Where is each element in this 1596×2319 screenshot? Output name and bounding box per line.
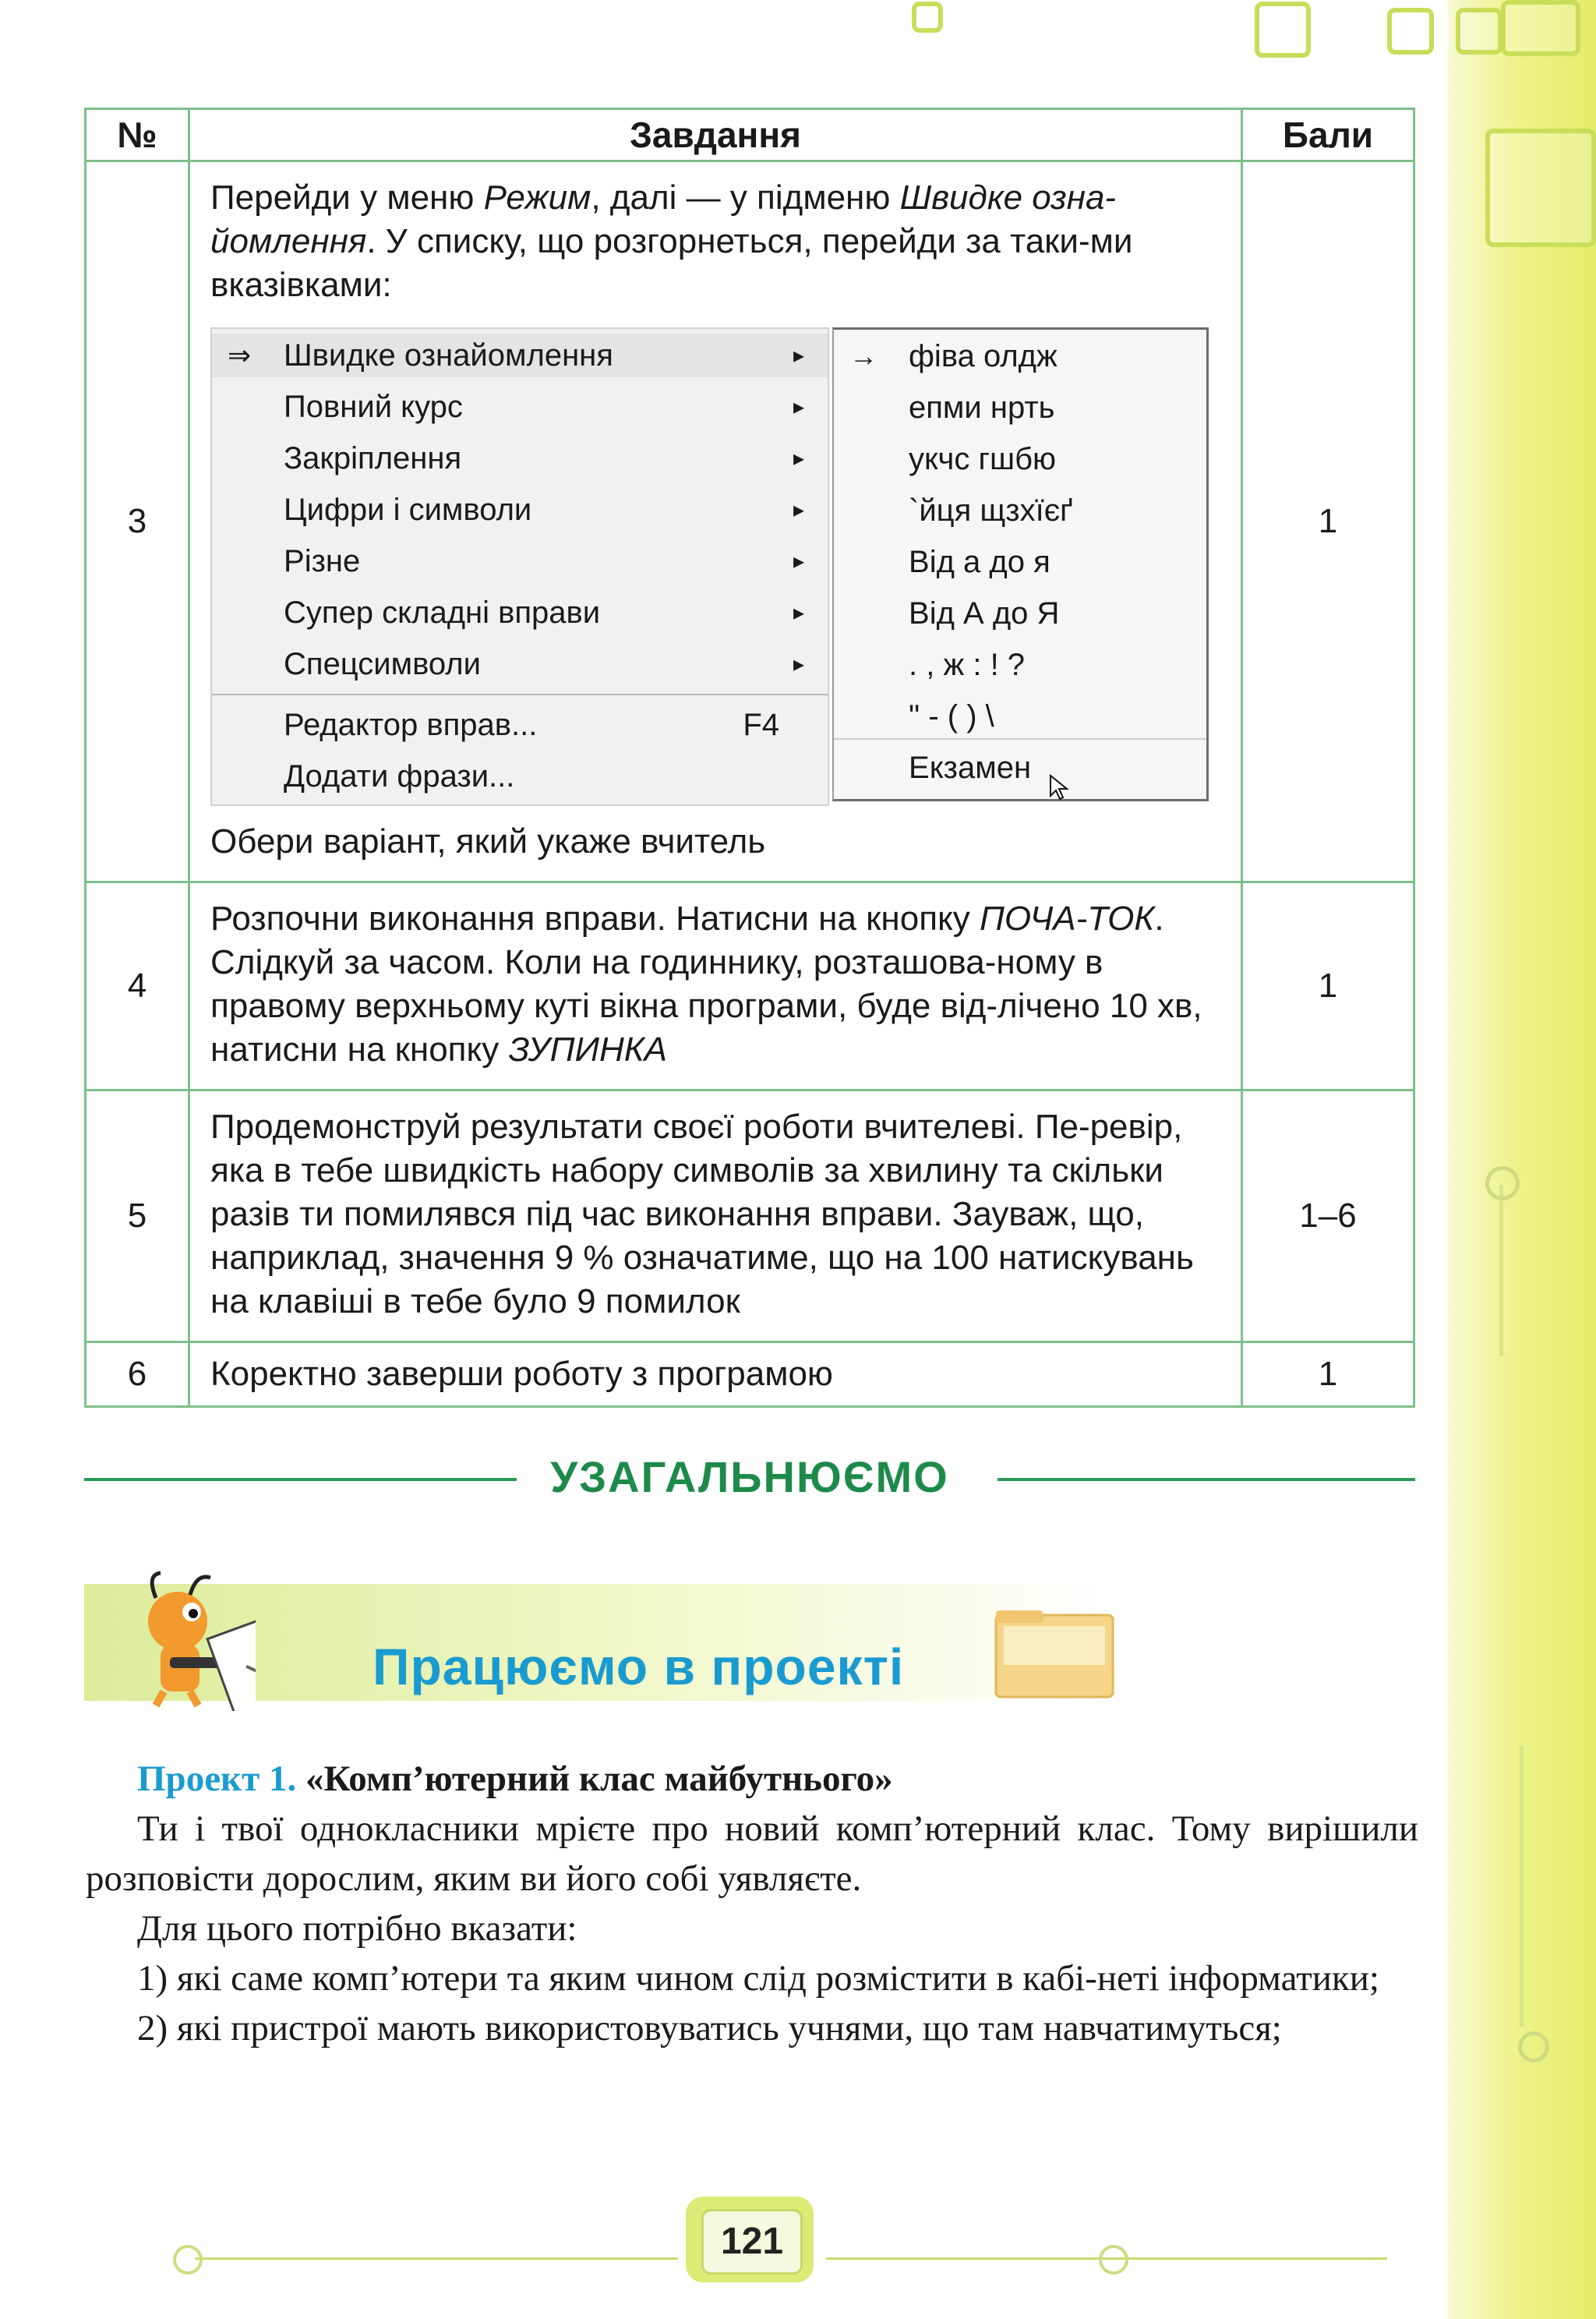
- decor-square: [1485, 129, 1596, 247]
- page-number-badge: [686, 2197, 814, 2282]
- menu-item: ⇒ Швидке ознайомлення ▸: [212, 334, 828, 377]
- menu-item: Супер складні вправи ▸: [212, 591, 828, 635]
- menu-item: Додати фрази...: [284, 759, 515, 794]
- submenu-item: епми нрть: [909, 391, 1055, 425]
- decor-square: [1501, 0, 1580, 56]
- submenu: [832, 327, 1209, 801]
- menu-separator: [212, 694, 828, 695]
- task-cell: Коректно заверши роботу з програмою: [189, 1342, 1242, 1407]
- task-table: [84, 108, 1415, 1408]
- menu-item: Цифри і символи ▸: [212, 488, 828, 532]
- decor-square: [1456, 8, 1502, 55]
- decor-square: [1255, 2, 1311, 58]
- submenu-arrow-icon: ▸: [793, 652, 805, 676]
- menu-item: Редактор вправ... F4: [212, 703, 828, 747]
- decor-square: [1387, 8, 1434, 55]
- project-text: [86, 1754, 1418, 2053]
- decor-line: [1499, 1185, 1503, 1356]
- menu-item: Повний курс ▸: [212, 385, 828, 429]
- row-number: 6: [86, 1342, 189, 1407]
- submenu-arrow-icon: ▸: [793, 497, 805, 521]
- task-footer-text: Обери варіант, який укаже вчитель: [210, 822, 766, 861]
- table-row: [86, 1342, 1414, 1407]
- menu-separator: [834, 738, 1206, 740]
- task-cell: Розпочни виконання вправи. Натисни на кнопку ПОЧА-ТОК. Слідкуй за часом. Коли на годиннику, розташова-ному в правому верхньому куті вікна програми, буде від-лічено 10 хв, натисни на кнопку ЗУПИНКА: [189, 882, 1242, 1091]
- double-arrow-icon: ⇒: [228, 339, 252, 371]
- mode-menu: [210, 327, 829, 806]
- submenu-item: Від а до я: [909, 545, 1050, 579]
- submenu-item: укчс гшбю: [909, 442, 1057, 476]
- decor-line: [1520, 1746, 1524, 2027]
- row-number: 3: [86, 161, 189, 882]
- menu-screenshot: [210, 327, 1220, 803]
- menu-item: Закріплення ▸: [212, 437, 828, 480]
- paragraph: 1) які саме комп’ютери та яким чином слід розмістити в кабі-неті інформатики;: [137, 1958, 1379, 1999]
- submenu-item: → фіва олдж: [834, 334, 1206, 378]
- submenu-arrow-icon: ▸: [793, 394, 805, 419]
- header-task: Завдання: [189, 109, 1242, 161]
- project-heading: [86, 1754, 1418, 1804]
- row-number: 5: [86, 1091, 189, 1342]
- footer-dot: [173, 2245, 203, 2275]
- menu-item: Спецсимволи ▸: [212, 642, 828, 686]
- decor-circle: [1485, 1166, 1520, 1200]
- task-text: Перейди у меню Режим, далі — у підменю Швидке озна-йомлення. У списку, що розгорнеться, перейди за таки-ми вказівками:: [210, 179, 1133, 304]
- folder-icon: [988, 1607, 1121, 1701]
- submenu-item: " - ( ) \: [909, 699, 994, 734]
- submenu-item: . , ж : ! ?: [909, 648, 1026, 682]
- banner-title: Працюємо в проекті: [373, 1638, 905, 1695]
- project-banner: [84, 1567, 1113, 1711]
- section-title: УЗАГАЛЬНЮЄМО: [550, 1452, 949, 1501]
- project-label: Проект 1.: [137, 1759, 297, 1799]
- project-name: «Комп’ютерний клас майбутнього»: [305, 1759, 893, 1799]
- page-number: 121: [701, 2209, 803, 2275]
- table-header-row: [86, 109, 1414, 161]
- row-points: 1–6: [1242, 1091, 1414, 1342]
- submenu-arrow-icon: ▸: [793, 600, 805, 624]
- table-row: [86, 1091, 1414, 1342]
- submenu-item: `йця щзхїєґ: [909, 493, 1073, 528]
- table-row: [86, 882, 1414, 1091]
- submenu-arrow-icon: ▸: [793, 549, 805, 573]
- submenu-arrow-icon: ▸: [793, 343, 805, 367]
- mouse-cursor-icon: [1049, 774, 1069, 801]
- footer-dot: [1099, 2245, 1128, 2275]
- paragraph: Ти і твої однокласники мрієте про новий комп’ютерний клас. Тому вирішили розповісти дорослим, яким ви його собі уявляєте.: [86, 1808, 1418, 1899]
- task-cell: Продемонструй результати своєї роботи вчителеві. Пе-ревір, яка в тебе швидкість набору символів за хвилину та скільки разів ти помилявся під час виконання вправи. Зауваж, що, наприклад, значення 9 % означатиме, що на 100 натискувань на клавіші в тебе було 9 помилок: [189, 1091, 1242, 1342]
- header-num: №: [86, 109, 189, 161]
- row-points: 1: [1242, 1342, 1414, 1407]
- shortcut-label: F4: [743, 708, 780, 742]
- submenu-arrow-icon: ▸: [793, 446, 805, 470]
- submenu-item: Екзамен: [909, 751, 1032, 785]
- section-heading: [84, 1451, 1415, 1506]
- row-number: 4: [86, 882, 189, 1091]
- paragraph: 2) які пристрої мають використовуватись учнями, що там навчатимуться;: [137, 2008, 1282, 2049]
- decor-square: [912, 2, 943, 33]
- footer-rule-left: [195, 2257, 678, 2260]
- menu-item: Різне ▸: [212, 539, 828, 583]
- row-points: 1: [1242, 161, 1414, 882]
- arrow-right-icon: →: [849, 340, 878, 372]
- decor-circle: [1518, 2031, 1549, 2063]
- header-points: Бали: [1242, 109, 1414, 161]
- task-cell: [189, 161, 1242, 882]
- mascot-icon: [115, 1567, 256, 1711]
- row-points: 1: [1242, 882, 1414, 1091]
- table-row: [86, 161, 1414, 882]
- paragraph: Для цього потрібно вказати:: [137, 1908, 577, 1949]
- submenu-item: Від А до Я: [909, 596, 1060, 631]
